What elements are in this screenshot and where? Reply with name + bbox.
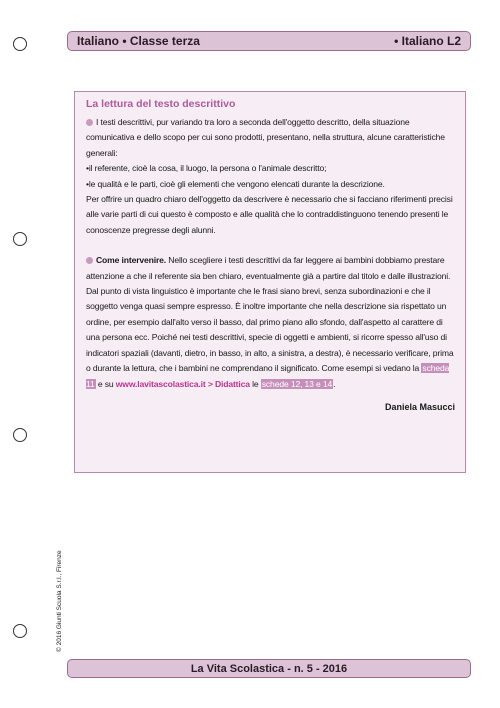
scheda-reference[interactable]: scheda 11 bbox=[86, 363, 450, 389]
binder-hole bbox=[13, 624, 27, 638]
paragraph-intro bbox=[86, 115, 457, 161]
binder-hole bbox=[13, 428, 27, 442]
website-link[interactable]: www.lavitascolastica.it > Didattica bbox=[115, 378, 250, 389]
list-item-text: il referente, cioè la cosa, il luogo, la persona o l'animale descritto; bbox=[88, 163, 327, 174]
article-box bbox=[74, 91, 466, 473]
author-signature: Daniela Masucci bbox=[384, 401, 455, 412]
binder-hole bbox=[13, 37, 27, 51]
page-footer: La Vita Scolastica - n. 5 - 2016 bbox=[67, 659, 471, 678]
copyright-notice: © 2016 Giunti Scuola S.r.l., Firenze bbox=[56, 550, 63, 652]
page-header bbox=[67, 31, 471, 51]
body-text: Nello scegliere i testi descrittivi da far leggere ai bambini dobbiamo prestare attenzione a che il referente sia ben chiaro, eventualmente già a partire dal titolo e dalle illustrazioni. Dal punto di vista linguistico è importante che le frasi siano brevi, senza subordinazioni e che il soggetto venga quasi sempre espresso. È inoltre importante che nella descrizione sia rispettato un ordine, per esempio dall'alto verso il basso, dal primo piano allo sfondo, dall'aspetto al carattere di una persona ecc. Poiché nei testi descrittivi, specie di oggetti e ambienti, si ricorre spesso all'uso di indicatori spaziali (davanti, dietro, in basso, in alto, a sinistra, a destra), è necessario verificare, prima o durante la lettura, che i bambini ne comprendano il significato. Come esempi si vedano la bbox=[86, 255, 454, 374]
paragraph-conclusion: Per offrire un quadro chiaro dell'oggetto da descrivere è necessario che si facciano riferimenti precisi alle varie parti di cui questo è composto e alle qualità che lo contraddistinguono tenendo presenti le conoscenze pregresse degli alunni. bbox=[86, 194, 453, 235]
binder-hole bbox=[13, 232, 27, 246]
header-section: • Italiano L2 bbox=[394, 34, 461, 48]
paragraph-intervention bbox=[86, 253, 457, 392]
bullet-icon bbox=[86, 119, 93, 126]
connector-text: le bbox=[249, 378, 261, 389]
connector-text: e su bbox=[95, 378, 116, 389]
bullet-icon bbox=[86, 257, 93, 264]
list-item: •le qualità e le parti, cioè gli elementi che vengono elencati durante la descrizione. bbox=[86, 178, 385, 189]
header-subject: Italiano • Classe terza bbox=[77, 34, 200, 48]
intro-text: I testi descrittivi, pur variando tra loro a seconda dell'oggetto descritto, della situazione comunicativa e dello scopo per cui sono prodotti, presentano, nella struttura, alcune caratteristiche generali: bbox=[86, 117, 445, 158]
article-title: La lettura del testo descrittivo bbox=[86, 98, 236, 110]
period: . bbox=[333, 378, 336, 389]
list-item: •il referente, cioè la cosa, il luogo, la persona o l'animale descritto; bbox=[86, 163, 327, 174]
list-item-text: le qualità e le parti, cioè gli elementi che vengono elencati durante la descrizione. bbox=[88, 178, 385, 189]
schede-reference[interactable]: schede 12, 13 e 14 bbox=[261, 378, 333, 389]
spacer bbox=[86, 238, 457, 253]
lead-in: Come intervenire. bbox=[96, 255, 167, 266]
